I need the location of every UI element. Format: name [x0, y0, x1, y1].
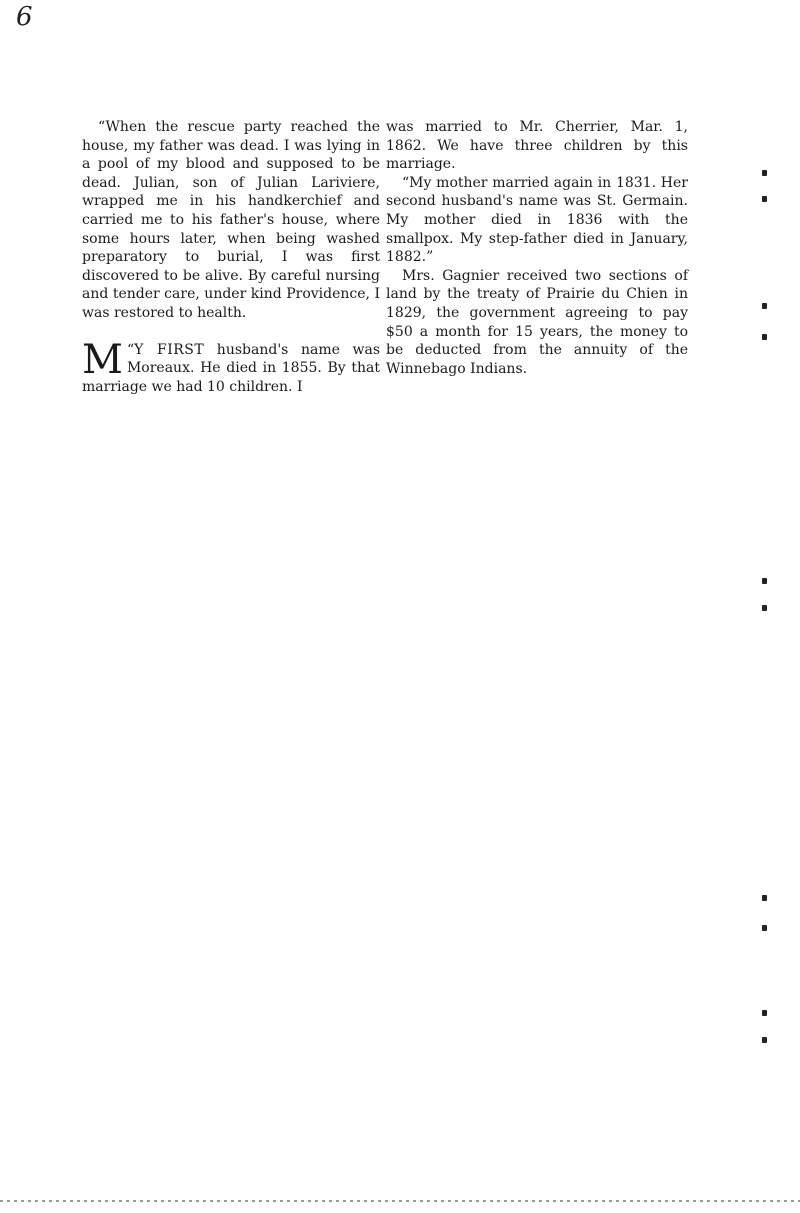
edge-mark	[762, 334, 767, 340]
scan-bottom-edge	[0, 1200, 800, 1202]
paragraph-mother: “My mother married again in 1831. Her second husband's name was St. Germain. My mother died in 1836 with the smallpox. My step-father died in January, 1882.”	[386, 174, 688, 266]
edge-mark	[762, 303, 767, 309]
edge-mark	[762, 170, 767, 176]
edge-mark	[762, 196, 767, 202]
edge-mark	[762, 1010, 767, 1016]
paragraph-treaty: Mrs. Gagnier received two sections of land by the treaty of Prairie du Chien in 1829, the government agreeing to pay $50 a month for 15 years, the money to be deducted from the annuity of the Winnebago Indians.	[386, 267, 688, 377]
paragraph-first-husband-text: husband's name was Moreaux. He died in 1855. By that marriage we had 10 children. I	[82, 341, 380, 395]
right-column	[386, 118, 688, 378]
edge-mark	[762, 895, 767, 901]
left-column	[82, 118, 380, 396]
paragraph-first-husband	[82, 336, 380, 397]
paragraph-rescue: “When the rescue party reached the house, my father was dead. I was lying in a pool of my blood and supposed to be dead. Julian, son of Julian Lariviere, wrapped me in his handkerchief and carried me to his father's house, where some hours later, when being washed preparatory to burial, I was first discovered to be alive. By careful nursing and tender care, under kind Providence, I was restored to health.	[82, 119, 380, 321]
opening-quote: “	[126, 341, 135, 358]
lead-in: Y FIRST	[134, 341, 205, 358]
page-number: 6	[16, 2, 33, 32]
edge-mark	[762, 578, 767, 584]
edge-mark	[762, 1037, 767, 1043]
edge-mark	[762, 605, 767, 611]
scan-edge-marks	[762, 0, 782, 1213]
edge-mark	[762, 925, 767, 931]
paragraph-cherrier: was married to Mr. Cherrier, Mar. 1, 1862. We have three children by this marriage.	[386, 119, 688, 173]
drop-cap: M	[82, 336, 123, 383]
